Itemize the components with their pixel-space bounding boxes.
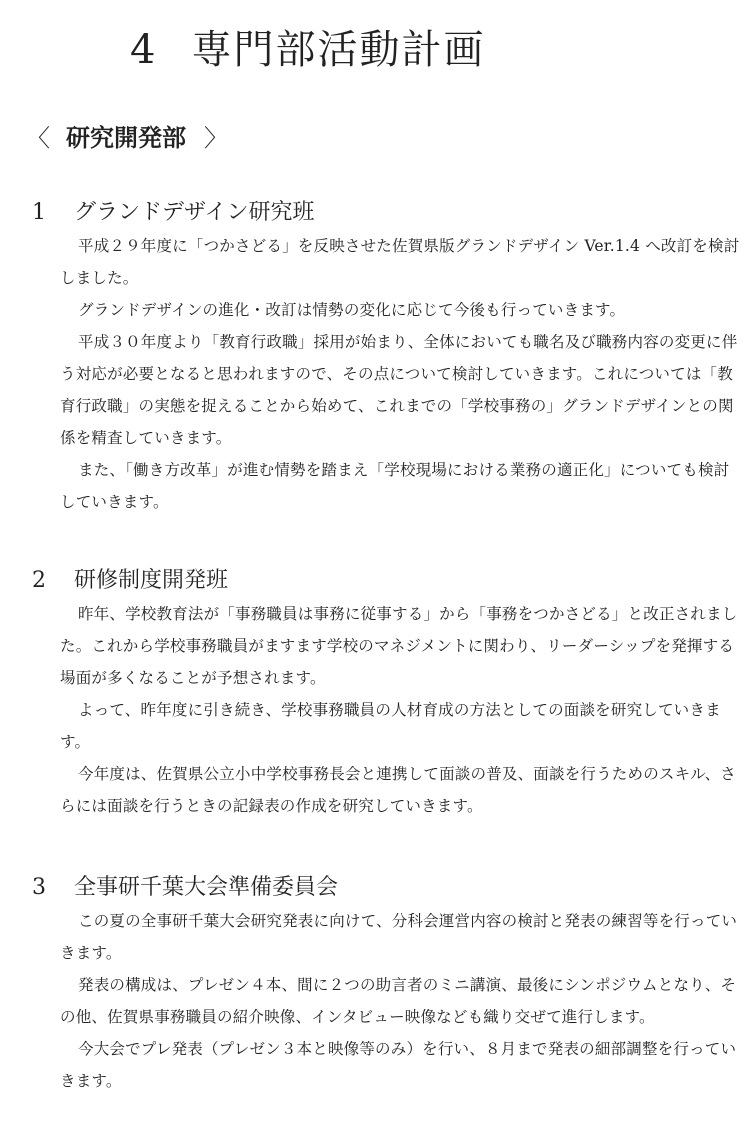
section-paragraph: 平成２９年度に「つかさどる」を反映させた佐賀県版グランドデザイン Ver.1.4 へ改訂を検討しました。 [60, 237, 740, 287]
department-open-bracket: 〈 [26, 124, 50, 152]
section-heading [32, 195, 744, 226]
section-paragraph: この夏の全事研千葉大会研究発表に向けて、分科会運営内容の検討と発表の練習等を行っていきます。 [60, 912, 738, 962]
department-name: 研究開発部 [66, 123, 186, 152]
section-paragraph: 発表の構成は、プレゼン４本、間に２つの助言者のミニ講演、最後にシンポジウムとなり、その他、佐賀県事務職員の紹介映像、インタビュー映像なども織り交ぜて進行します。 [60, 976, 737, 1026]
section-paragraph: 今年度は、佐賀県公立小中学校事務長会と連携して面談の普及、面談を行うためのスキル、さらには面談を行うときの記録表の作成を研究していきます。 [60, 765, 737, 815]
section-heading [32, 870, 744, 901]
section-paragraph: 今大会でプレ発表（プレゼン３本と映像等のみ）を行い、８月まで発表の細部調整を行っていきます。 [60, 1040, 737, 1090]
section-heading [32, 563, 744, 594]
section-chiba-preparation [32, 870, 744, 1097]
section-number: 2 [32, 568, 46, 593]
section-number: 3 [32, 875, 46, 900]
section-title: 研修制度開発班 [74, 568, 229, 593]
section-training-system [32, 563, 744, 822]
page-title [130, 18, 485, 75]
section-number: 1 [32, 200, 46, 225]
section-title: 全事研千葉大会準備委員会 [74, 875, 339, 900]
section-paragraph: 平成３０年度より「教育行政職」採用が始まり、全体においても職名及び職務内容の変更に伴う対応が必要となると思われますので、その点について検討していきます。これについては「教育行政職」の実態を捉えることから始めて、これまでの「学校事務の」グランドデザインとの関係を精査していきます。 [60, 333, 738, 447]
page-title-text: 専門部活動計画 [191, 27, 486, 73]
section-paragraph: また、「働き方改革」が進む情勢を踏まえ「学校現場における業務の適正化」についても検討していきます。 [60, 461, 730, 511]
department-close-bracket: 〉 [204, 124, 228, 152]
section-title: グランドデザイン研究班 [74, 200, 315, 225]
section-paragraph: 昨年、学校教育法が「事務職員は事務に従事する」から「事務をつかさどる」と改正されました。これから学校事務職員がますます学校のマネジメントに関わり、リーダーシップを発揮する場面が多くなることが予想されます。 [60, 605, 738, 687]
section-paragraph: グランドデザインの進化・改訂は情勢の変化に応じて今後も行っていきます。 [78, 301, 626, 319]
page-title-number: 4 [130, 27, 158, 73]
department-heading [26, 118, 228, 153]
section-paragraph: よって、昨年度に引き続き、学校事務職員の人材育成の方法としての面談を研究していきます。 [60, 701, 721, 751]
section-grand-design [32, 195, 744, 518]
